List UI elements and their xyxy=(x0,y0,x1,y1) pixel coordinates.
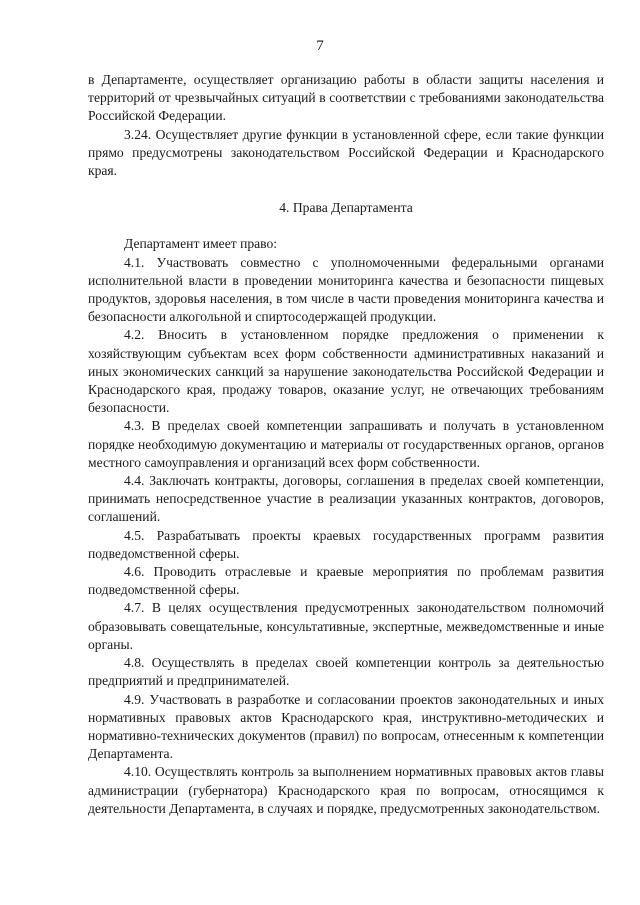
page-number: 7 xyxy=(316,38,324,54)
right-4-10: 4.10. Осуществлять контроль за выполнением нормативных правовых актов главы администрации (губернатора) Краснодарского края по вопросам, относящимся к деятельности Департамента, в случаях и порядке, предусмотренных законодательством. xyxy=(88,764,604,816)
right-4-6: 4.6. Проводить отраслевые и краевые мероприятия по проблемам развития подведомственной сферы. xyxy=(88,564,604,598)
section-heading: 4. Права Департамента xyxy=(279,200,413,216)
section-lead: Департамент имеет право: xyxy=(124,236,278,252)
right-4-1: 4.1. Участвовать совместно с уполномоченными федеральными органами исполнительной власти в проведении мониторинга качества и безопасности пищевых продуктов, здоровья населения, в том числе в части проведения мониторинга качества и безопасности алкогольной и спиртосодержащей продукции. xyxy=(88,254,604,325)
paragraph-continuation: в Департаменте, осуществляет организацию работы в области защиты населения и территорий от чрезвычайных ситуаций в соответствии с требованиями законодательства Российской Федерации. xyxy=(88,72,604,124)
right-4-3: 4.3. В пределах своей компетенции запрашивать и получать в установленном порядке необходимую документацию и материалы от государственных органов, органов местного самоуправления и организаций всех форм собственности. xyxy=(88,418,604,470)
paragraph-3-24: 3.24. Осуществляет другие функции в установленной сфере, если такие функции прямо предусмотрены законодательством Российской Федерации и Краснодарского края. xyxy=(88,126,604,179)
right-4-5: 4.5. Разрабатывать проекты краевых государственных программ развития подведомственной сферы. xyxy=(88,527,604,561)
right-4-9: 4.9. Участвовать в разработке и согласовании проектов законодательных и иных нормативных правовых актов Краснодарского края, инструктивно-методических и нормативно-технических документов (правил) по вопросам, отнесенным к компетенции Департамента. xyxy=(88,691,604,762)
document-body xyxy=(88,71,604,818)
right-4-2: 4.2. Вносить в установленном порядке предложения о применении к хозяйствующим субъектам всех форм собственности административных наказаний и иных экономических санкций за нарушение законодательства Российской Федерации и Краснодарского края, продажу товаров, оказание услуг, не отвечающих требованиям безопасности. xyxy=(88,327,604,416)
right-4-8: 4.8. Осуществлять в пределах своей компетенции контроль за деятельностью предприятий и предпринимателей. xyxy=(88,655,604,689)
right-4-4: 4.4. Заключать контракты, договоры, соглашения в пределах своей компетенции, принимать непосредственное участие в реализации указанных контрактов, договоров, соглашений. xyxy=(88,473,604,525)
right-4-7: 4.7. В целях осуществления предусмотренных законодательством полномочий образовывать совещательные, консультативные, экспертные, межведомственные и иные органы. xyxy=(88,600,604,652)
